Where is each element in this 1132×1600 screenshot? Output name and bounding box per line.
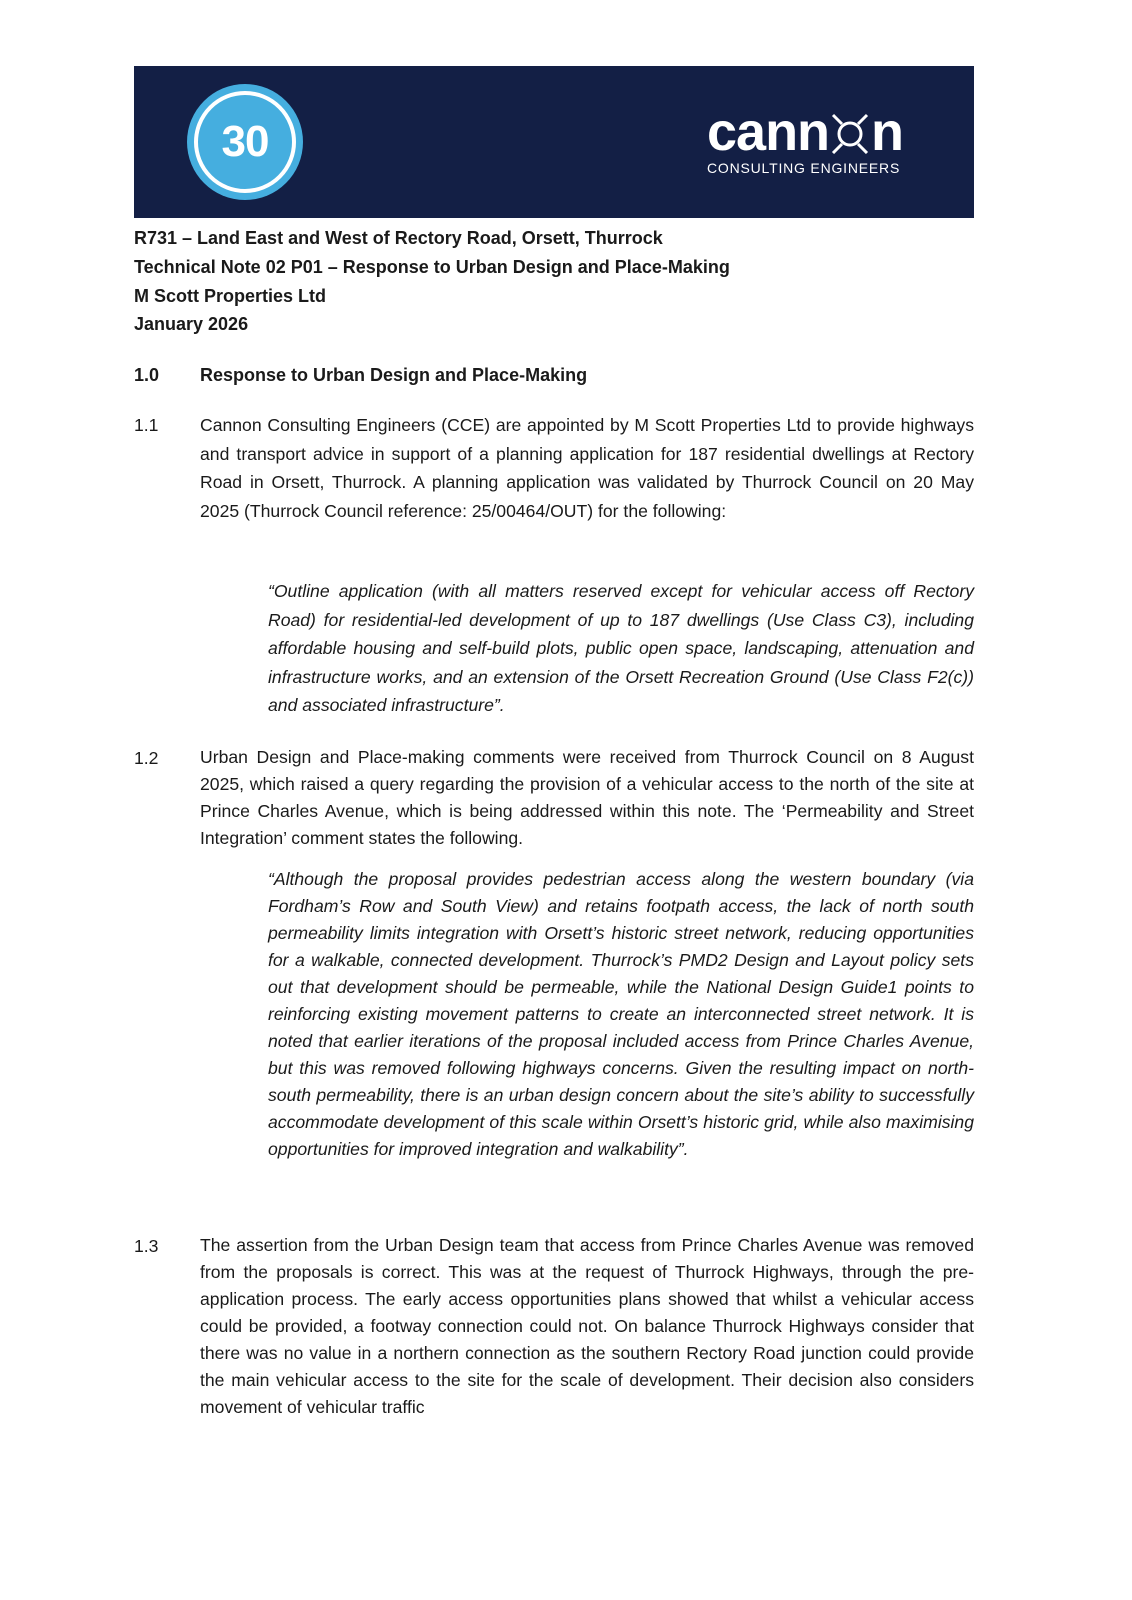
note-title: Technical Note 02 P01 – Response to Urban Design and Place-Making (134, 256, 730, 277)
logo-wordmark (707, 102, 922, 162)
paragraph-1-2 (134, 744, 974, 852)
logo-text-left: cann (707, 102, 830, 162)
paragraph-text: Urban Design and Place-making comments were received from Thurrock Council on 8 August 2025, which raised a query regarding the provision of a vehicular access to the north of the site at Prince Charles Avenue, which is being addressed within this note. The ‘Permeability and Street Integration’ comment states the following. (200, 747, 974, 848)
header-banner (134, 66, 974, 218)
quote-application-description: “Outline application (with all matters reserved except for vehicular access off Rectory Road) for residential-led development of up to 187 dwellings (Use Class C3), including affordable housing and self-build plots, public open space, landscaping, attenuation and infrastructure works, and an extension of the Orsett Recreation Ground (Use Class F2(c)) and associated infrastructure”. (268, 581, 974, 716)
paragraph-1-1 (134, 411, 974, 525)
cannon-logo (707, 102, 922, 176)
document-header (134, 224, 730, 339)
section-number: 1.0 (134, 365, 160, 385)
client-name: M Scott Properties Ltd (134, 285, 327, 306)
logo-text-right: n (871, 102, 904, 162)
section-heading (134, 362, 587, 388)
paragraph-text: Cannon Consulting Engineers (CCE) are appointed by M Scott Properties Ltd to provide highways and transport advice in support of a planning application for 187 residential dwellings at Rectory Road in Orsett, Thurrock. A planning application was validated by Thurrock Council on 20 May 2025 (Thurrock Council reference: 25/00464/OUT) for the following: (200, 415, 974, 521)
logo-subtitle: CONSULTING ENGINEERS (707, 160, 901, 176)
paragraph-number: 1.2 (134, 748, 159, 768)
document-date: January 2026 (134, 314, 249, 335)
speed-limit-30-icon (187, 84, 303, 200)
project-title: R731 – Land East and West of Rectory Road, Orsett, Thurrock (134, 228, 663, 248)
paragraph-text: The assertion from the Urban Design team that access from Prince Charles Avenue was removed from the proposals is correct. This was at the request of Thurrock Highways, through the pre-application process. The early access opportunities plans showed that whilst a vehicular access could be provided, a footway connection could not. On balance Thurrock Highways consider that there was no value in a northern connection as the southern Rectory Road junction could provide the main vehicular access to the site for the scale of development. Their decision also considers movement of vehicular traffic (200, 1235, 974, 1417)
paragraph-number: 1.1 (134, 415, 159, 435)
paragraph-1-3 (134, 1232, 974, 1421)
section-title: Response to Urban Design and Place-Making (200, 365, 588, 385)
quote-urban-design-comment: “Although the proposal provides pedestrian access along the western boundary (via Fordham’s Row and South View) and retains footpath access, the lack of north south permeability limits integration with Orsett’s historic street network, reducing opportunities for a walkable, connected development. Thurrock’s PMD2 Design and Layout policy sets out that development should be permeable, while the National Design Guide1 points to reinforcing existing movement patterns to create an interconnected street network. It is noted that earlier iterations of the proposal included access from Prince Charles Avenue, but this was removed following highways concerns. Given the resulting impact on north-south permeability, there is an urban design concern about the site’s ability to successfully accommodate development of this scale within Orsett’s historic grid, while also maximising opportunities for improved integration and walkability”. (268, 869, 974, 1159)
paragraph-number: 1.3 (134, 1236, 159, 1256)
target-o-icon (830, 110, 870, 154)
speed-sign-number: 30 (221, 117, 269, 166)
